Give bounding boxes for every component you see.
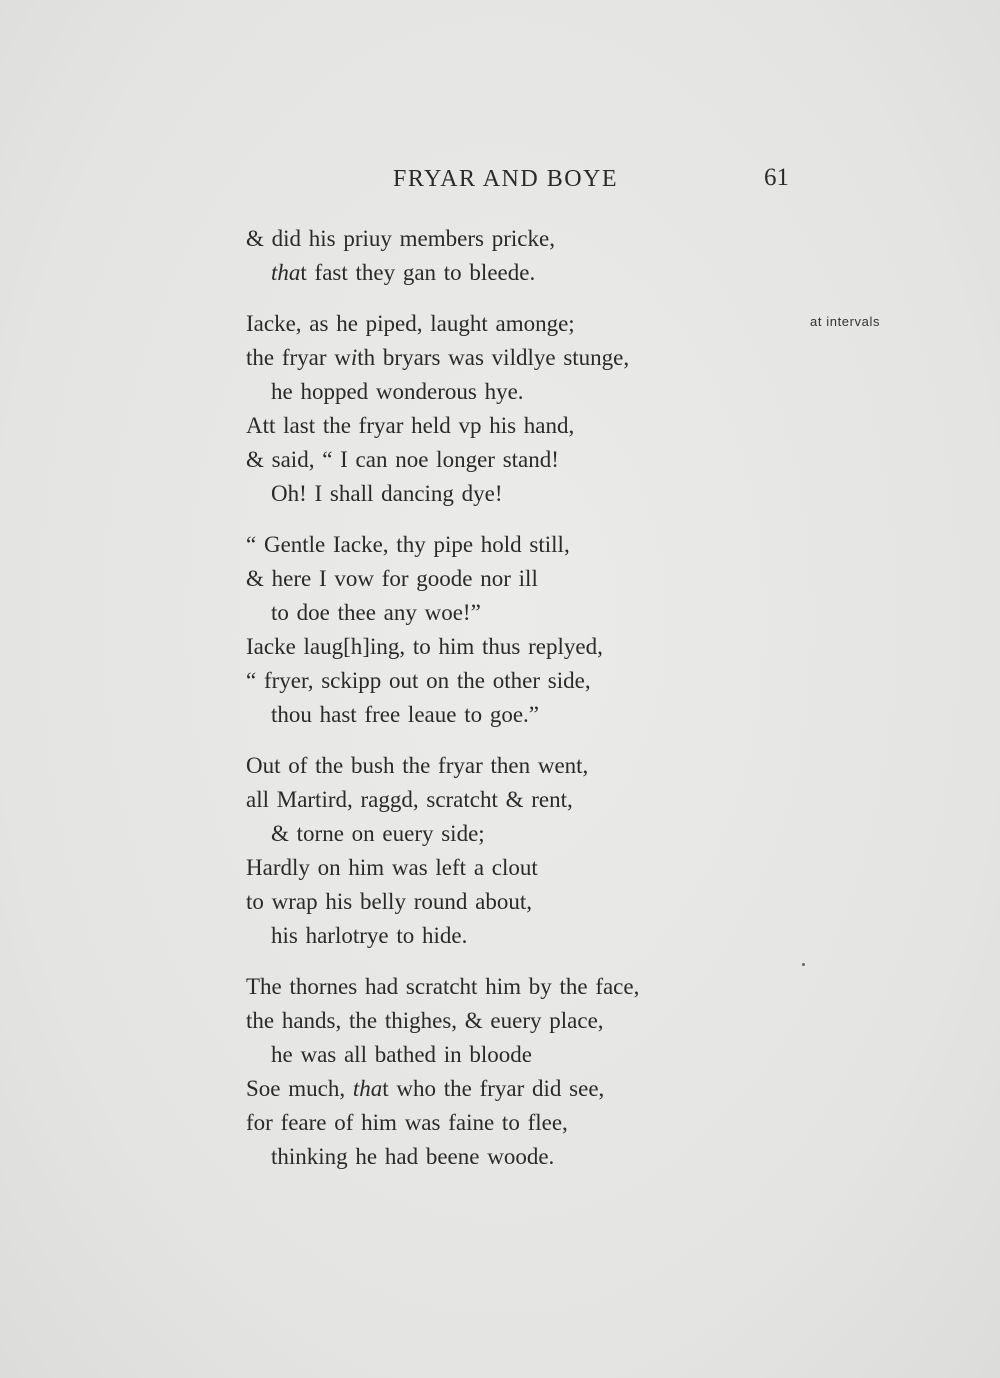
verse-text: th bryars was vildlye stunge, (357, 345, 630, 370)
verse-line: he was all bathed in bloode (271, 1042, 533, 1067)
page-number: 61 (764, 164, 789, 191)
verse-line: to doe thee any woe!” (271, 600, 481, 625)
verse-line: & torne on euery side; (271, 821, 485, 846)
verse-line: to wrap his belly round about, (246, 889, 532, 914)
verse-line: “ Gentle Iacke, thy pipe hold still, (246, 532, 570, 557)
verse-line (246, 341, 766, 375)
verse-text: t fast they gan to bleede. (300, 260, 536, 285)
paper-speck (802, 963, 805, 966)
stanza (246, 222, 766, 290)
running-title: FRYAR AND BOYE (393, 166, 619, 192)
verse-line: for feare of him was faine to flee, (246, 1110, 568, 1135)
poem-body (246, 222, 766, 1191)
verse-text: the fryar w (246, 345, 351, 370)
stanza (246, 970, 766, 1174)
verse-line: his harlotrye to hide. (271, 923, 468, 948)
verse-line: Hardly on him was left a clout (246, 855, 538, 880)
verse-line: all Martird, raggd, scratcht & rent, (246, 787, 573, 812)
verse-line: “ fryer, sckipp out on the other side, (246, 668, 591, 693)
verse-line: Att last the fryar held vp his hand, (246, 413, 575, 438)
verse-line (246, 1072, 766, 1106)
verse-line: thou hast free leaue to goe.” (271, 702, 539, 727)
verse-line: Iacke, as he piped, laught amonge; (246, 311, 575, 336)
stanza (246, 749, 766, 953)
verse-line: The thornes had scratcht him by the face, (246, 974, 640, 999)
verse-line: & said, “ I can noe longer stand! (246, 447, 559, 472)
verse-line: Out of the bush the fryar then went, (246, 753, 589, 778)
verse-text: t who the fryar did see, (382, 1076, 605, 1101)
stanza (246, 307, 766, 511)
verse-line (246, 256, 766, 290)
verse-line: Oh! I shall dancing dye! (271, 481, 503, 506)
verse-line: Iacke laug[h]ing, to him thus replyed, (246, 634, 603, 659)
verse-line: & here I vow for goode nor ill (246, 566, 538, 591)
italic-expansion: tha (352, 1076, 383, 1101)
italic-expansion: i (350, 345, 358, 370)
verse-line: thinking he had beene woode. (271, 1144, 555, 1169)
stanza (246, 528, 766, 732)
italic-expansion: tha (271, 260, 301, 285)
verse-text: Soe much, (246, 1076, 353, 1101)
margin-note: at intervals (810, 314, 881, 329)
verse-line: he hopped wonderous hye. (271, 379, 524, 404)
verse-line: & did his priuy members pricke, (246, 226, 555, 251)
verse-line: the hands, the thighes, & euery place, (246, 1008, 604, 1033)
